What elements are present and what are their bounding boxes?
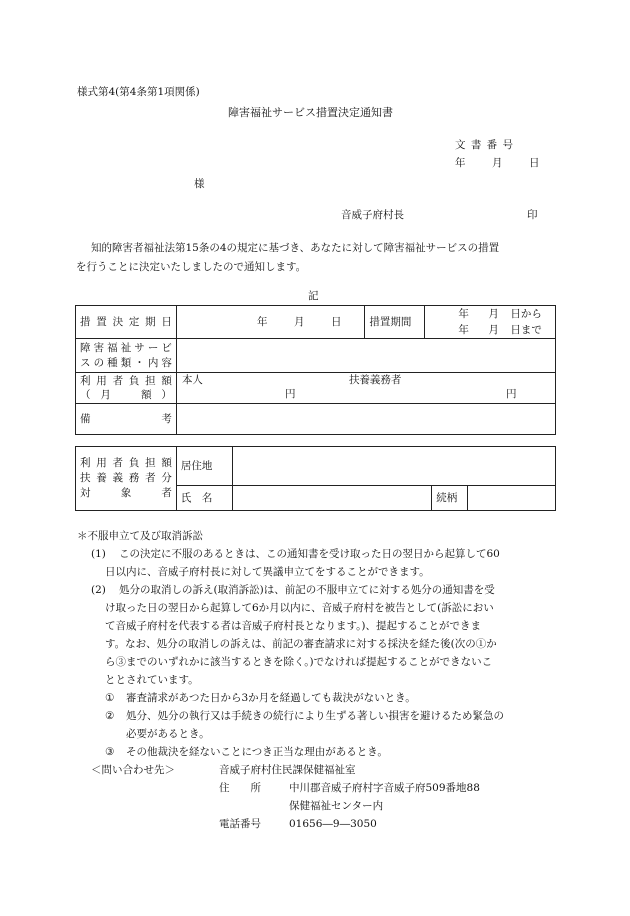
item-line: ら③までのいずれかに該当するときを除く。)でなければ提起することができないこ: [105, 656, 493, 668]
addressee-suffix: 様: [194, 178, 205, 190]
sub-item-mark: ③: [105, 746, 115, 758]
burden-supporter-label: 扶養義務者: [348, 374, 402, 386]
decision-year: 年: [256, 316, 268, 328]
burden-label: 利用者負担額 （月 額）: [76, 373, 177, 404]
page-title: 障害福祉サービス措置決定通知書: [228, 106, 393, 119]
period-from-month: 月: [488, 308, 499, 320]
residence-label: 居住地: [176, 447, 232, 486]
table-row: [76, 339, 556, 373]
name-label: 氏 名: [176, 486, 232, 511]
contact-address-line-2: 保健福祉センター内: [289, 800, 384, 812]
item-line: て音威子府村を代表する者は音威子府村長となります。)、提起することができま: [105, 620, 482, 632]
table-row: [76, 306, 556, 339]
burden-self-yen: 円: [284, 388, 296, 400]
relation-value: [468, 486, 556, 511]
measure-table: [75, 305, 556, 435]
period-label: 措置期間: [365, 306, 425, 339]
period-to-tail: 日まで: [510, 324, 542, 336]
item-line: け取った日の翌日から起算して6か月以内に、音威子府村を被告として(訴訟におい: [105, 602, 494, 614]
body-line-1: 知的障害者福祉法第15条の4の規定に基づき、あなたに対して障害福祉サービスの措置: [91, 242, 500, 254]
sub-item-mark: ②: [105, 710, 115, 722]
ki-heading: 記: [308, 290, 319, 302]
body-line-2: を行うことに決定いたしましたので通知します。: [76, 261, 307, 273]
item-line: す。なお、処分の取消しの訴えは、前記の審査請求に対する採決を経た後(次の①か: [105, 638, 497, 650]
sub-item-mark: ①: [105, 692, 115, 704]
burden-supporter-yen: 円: [505, 388, 517, 400]
contact-label: ＜問い合わせ先＞: [91, 764, 175, 776]
sub-item-line: 必要があるとき。: [126, 728, 210, 740]
contact-phone: 01656―9―3050: [289, 818, 377, 830]
table-row: [76, 404, 556, 435]
table-row: [76, 447, 556, 486]
remarks-value: [176, 404, 555, 435]
decision-date-label: 措置決定期日: [76, 306, 177, 339]
notice-heading: ＊不服申立て及び取消訴訟: [77, 530, 203, 542]
contact-office: 音威子府村住民課保健福祉室: [219, 764, 356, 776]
contact-address-line-1: 中川郡音威子府村字音威子府509番地88: [289, 782, 480, 794]
item-number: (1): [91, 548, 106, 560]
service-value: [176, 339, 555, 373]
period-to-month: 月: [488, 324, 499, 336]
name-value: [232, 486, 431, 511]
relation-label: 続柄: [432, 486, 468, 511]
sub-item-line: 処分、処分の執行又は手続きの続行により生ずる著しい損害を避けるため緊急の: [126, 710, 504, 722]
date-month: 月: [492, 157, 503, 169]
remarks-label: 備 考: [76, 404, 177, 435]
item-line: この決定に不服のあるときは、この通知書を受け取った日の翌日から起算して60: [119, 548, 500, 560]
contact-address-label: 住 所: [219, 782, 261, 794]
doc-number-label: 文 書 番 号: [455, 139, 515, 151]
period-from-year: 年: [458, 308, 469, 320]
residence-value: [232, 447, 555, 486]
item-number: (2): [91, 584, 106, 596]
period-to-year: 年: [458, 324, 469, 336]
supporter-target-label: 利用者負担額 扶養義務者分 対 象 者: [76, 447, 177, 511]
period-cell: [425, 306, 556, 339]
item-line: 日以内に、音威子府村長に対して異議申立てをすることができます。: [105, 566, 430, 578]
date-day: 日: [529, 157, 540, 169]
burden-cell: [176, 373, 555, 404]
burden-self-label: 本人: [181, 374, 203, 386]
contact-phone-label: 電話番号: [219, 818, 261, 830]
sub-item-line: その他裁決を経ないことにつき正当な理由があるとき。: [126, 746, 388, 758]
decision-day: 日: [330, 316, 342, 328]
form-id: 様式第4(第4条第1項関係): [77, 86, 200, 98]
date-year: 年: [455, 157, 466, 169]
supporter-table: [75, 446, 556, 511]
item-line: ととされています。: [105, 674, 199, 686]
decision-month: 月: [293, 316, 305, 328]
item-line: 処分の取消しの訴え(取消訴訟)は、前記の不服申立てに対する処分の通知書を受: [119, 584, 495, 596]
decision-date-cell: [176, 306, 364, 339]
seal-mark: 印: [527, 209, 538, 221]
issuer: 音威子府村長: [341, 209, 404, 221]
table-row: [76, 373, 556, 404]
service-label: 障害福祉サービ スの種類・内容: [76, 339, 177, 373]
sub-item-line: 審査請求があつた日から3か月を経過しても裁決がないとき。: [126, 692, 416, 704]
period-from-tail: 日から: [510, 308, 542, 320]
